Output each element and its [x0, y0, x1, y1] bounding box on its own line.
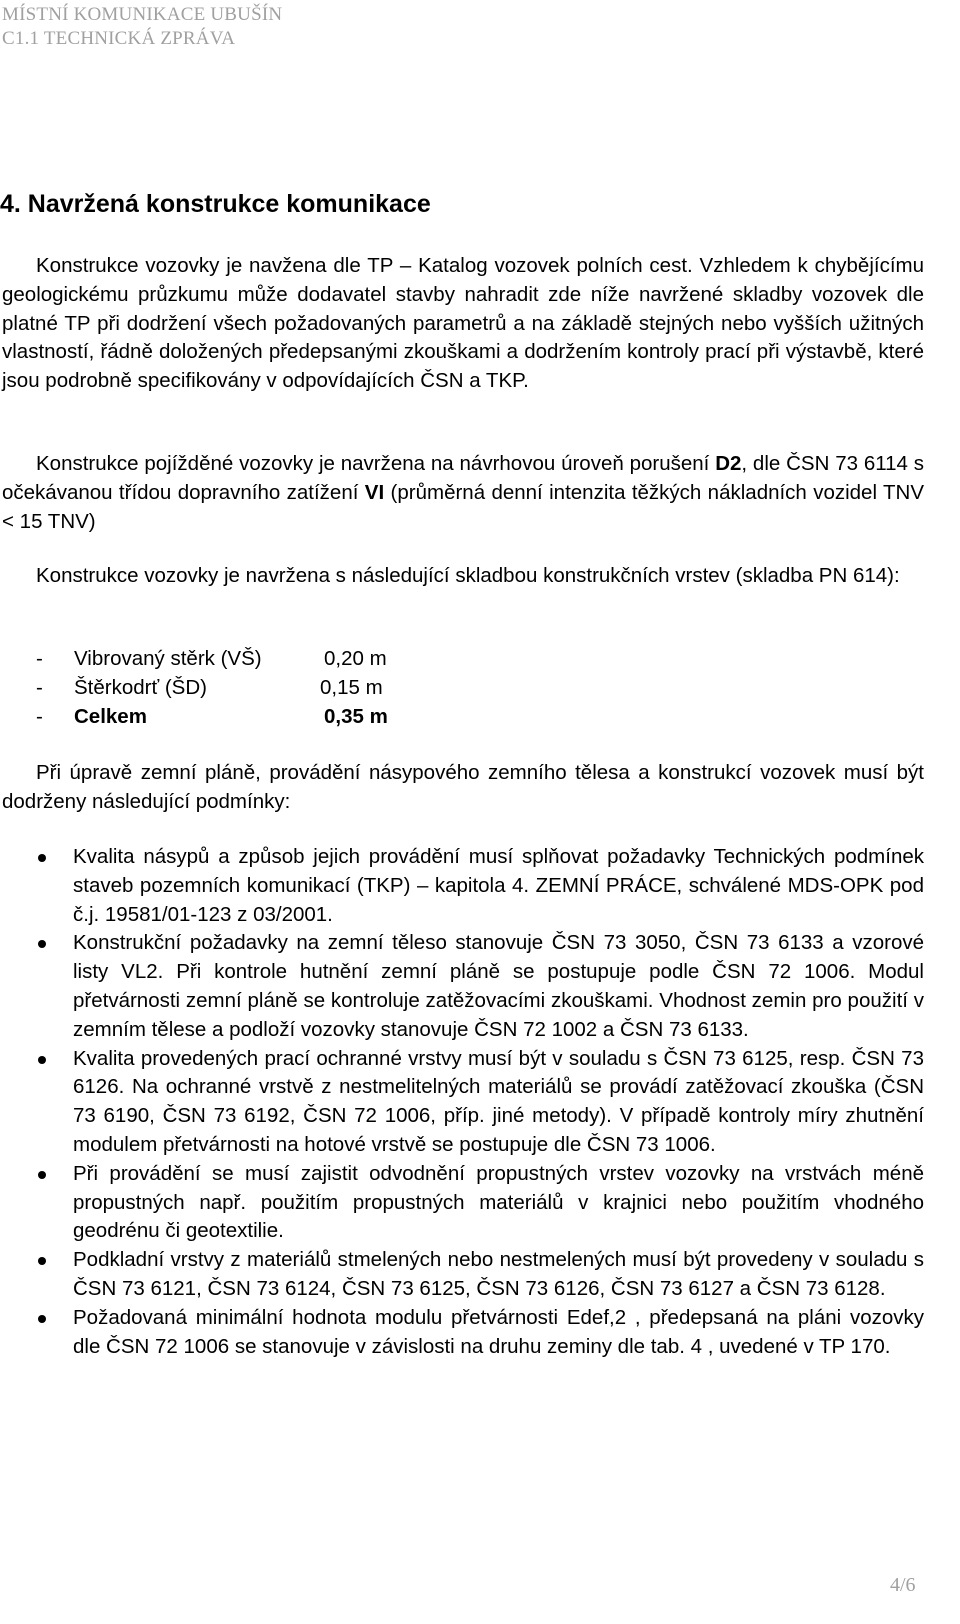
- composition-paragraph: Konstrukce vozovky je navržena s následující skladbou konstrukčních vrstev (skladba PN 614):: [36, 564, 900, 587]
- intro-paragraph: Konstrukce vozovky je navžena dle TP – Katalog vozovek polních cest. Vzhledem k chybějícímu geologickému průzkumu může dodavatel stavby nahradit zde níže navržené skladby vozovek dle platné TP při dodržení všech požadovaných parametrů a na základě stejných nebo vyšších užitných vlastností, řádně doložených předepsanými zkouškami a dodržením kontroly prací při výstavbě, které jsou podrobně specifikovány v odpovídajících ČSN a TKP.: [2, 254, 924, 393]
- layer-thickness: 0,20 m: [324, 647, 387, 670]
- layer-row: [36, 645, 456, 674]
- design-load-text-e: (průměrná denní intenzita těžkých nákladních vozidel TNV < 15 TNV): [2, 480, 924, 533]
- page-number: 4/6: [890, 1574, 916, 1596]
- bullet-icon: [38, 1056, 46, 1064]
- layer-name: Vibrovaný stěrk (VŠ): [74, 647, 262, 670]
- list-item-text: Podkladní vrstvy z materiálů stmelených nebo nestmelených musí být provedeny v souladu s ČSN 73 6121, ČSN 73 6124, ČSN 73 6125, ČSN 73 6126, ČSN 73 6127 a ČSN 73 6128.: [73, 1248, 924, 1300]
- header-project-name: MÍSTNÍ KOMUNIKACE UBUŠÍN: [2, 4, 283, 25]
- traffic-class-value: VI: [364, 480, 385, 504]
- layer-dash: -: [36, 704, 43, 728]
- design-load-paragraph: [2, 450, 924, 536]
- bullet-icon: [38, 854, 46, 862]
- layer-total-thickness: 0,35 m: [324, 704, 388, 728]
- layer-total-label: Celkem: [74, 704, 147, 728]
- layer-row: [36, 674, 456, 703]
- layer-dash: -: [36, 647, 43, 670]
- design-load-text-c: , dle ČSN 73 6114 s očekávanou třídou dopravního zatížení: [2, 452, 924, 504]
- list-item: [0, 1304, 924, 1362]
- section-heading: 4. Navržená konstrukce komunikace: [0, 190, 431, 218]
- bullet-icon: [38, 1315, 46, 1323]
- layer-name: Štěrkodrť (ŠD): [74, 675, 207, 699]
- layer-thickness: 0,15 m: [320, 675, 383, 699]
- conditions-list: [0, 843, 924, 1361]
- list-item: [0, 1246, 924, 1304]
- bullet-icon: [38, 1257, 46, 1265]
- list-item-text: Kvalita násypů a způsob jejich provádění musí splňovat požadavky Technických podmínek staveb pozemních komunikací (TKP) – kapitola 4. ZEMNÍ PRÁCE, schválené MDS-OPK pod č.j. 19581/01-123 z 03/2001.: [73, 845, 924, 926]
- design-load-text-a: Konstrukce pojížděné vozovky je navržena na návrhovou úroveň porušení: [36, 452, 716, 475]
- list-item: [0, 1045, 924, 1160]
- header-report-title: C1.1 TECHNICKÁ ZPRÁVA: [2, 28, 236, 49]
- list-item-text: Požadovaná minimální hodnota modulu přetvárnosti Edef,2 , předepsaná na pláni vozovky dle ČSN 72 1006 se stanovuje v závislosti na druhu zeminy dle tab. 4 , uvedené v TP 170.: [73, 1305, 924, 1358]
- bullet-icon: [38, 940, 46, 948]
- list-item: [0, 929, 924, 1044]
- list-item: [0, 1160, 924, 1246]
- layer-dash: -: [36, 675, 43, 699]
- damage-level-value: D2: [715, 452, 742, 475]
- list-item-text: Konstrukční požadavky na zemní těleso stanovuje ČSN 73 3050, ČSN 73 6133 a vzorové listy VL2. Při kontrole hutnění zemní pláně se postupuje podle ČSN 72 1006. Modul přetvárnosti zemní pláně se kontroluje zatěžovacími zkouškami. Vhodnost zemin pro použití v zemním tělese a podloží vozovky stanovuje ČSN 72 1002 a ČSN 73 6133.: [73, 931, 924, 1041]
- layer-total-row: [36, 703, 456, 732]
- list-item-text: Při provádění se musí zajistit odvodnění propustných vrstev vozovky na vrstvách méně propustných např. použitím propustných materiálů v krajnici nebo použitím vhodného geodrénu či geotextilie.: [73, 1161, 924, 1243]
- layer-list: [36, 645, 456, 731]
- list-item-text: Kvalita provedených prací ochranné vrstvy musí být v souladu s ČSN 73 6125, resp. ČSN 73 6126. Na ochranné vrstvě z nestmelitelných materiálů se provádí zatěžovací zkouška (ČSN 73 6190, ČSN 73 6192, ČSN 72 1006, příp. jiné metody). V případě kontroly míry zhutnění modulem přetvárnosti na hotové vrstvě se postupuje dle ČSN 73 1006.: [73, 1046, 924, 1156]
- list-item: [0, 843, 924, 929]
- bullet-icon: [38, 1171, 46, 1179]
- conditions-paragraph: Při úpravě zemní pláně, provádění násypového zemního tělesa a konstrukcí vozovek musí být dodrženy následující podmínky:: [2, 761, 924, 813]
